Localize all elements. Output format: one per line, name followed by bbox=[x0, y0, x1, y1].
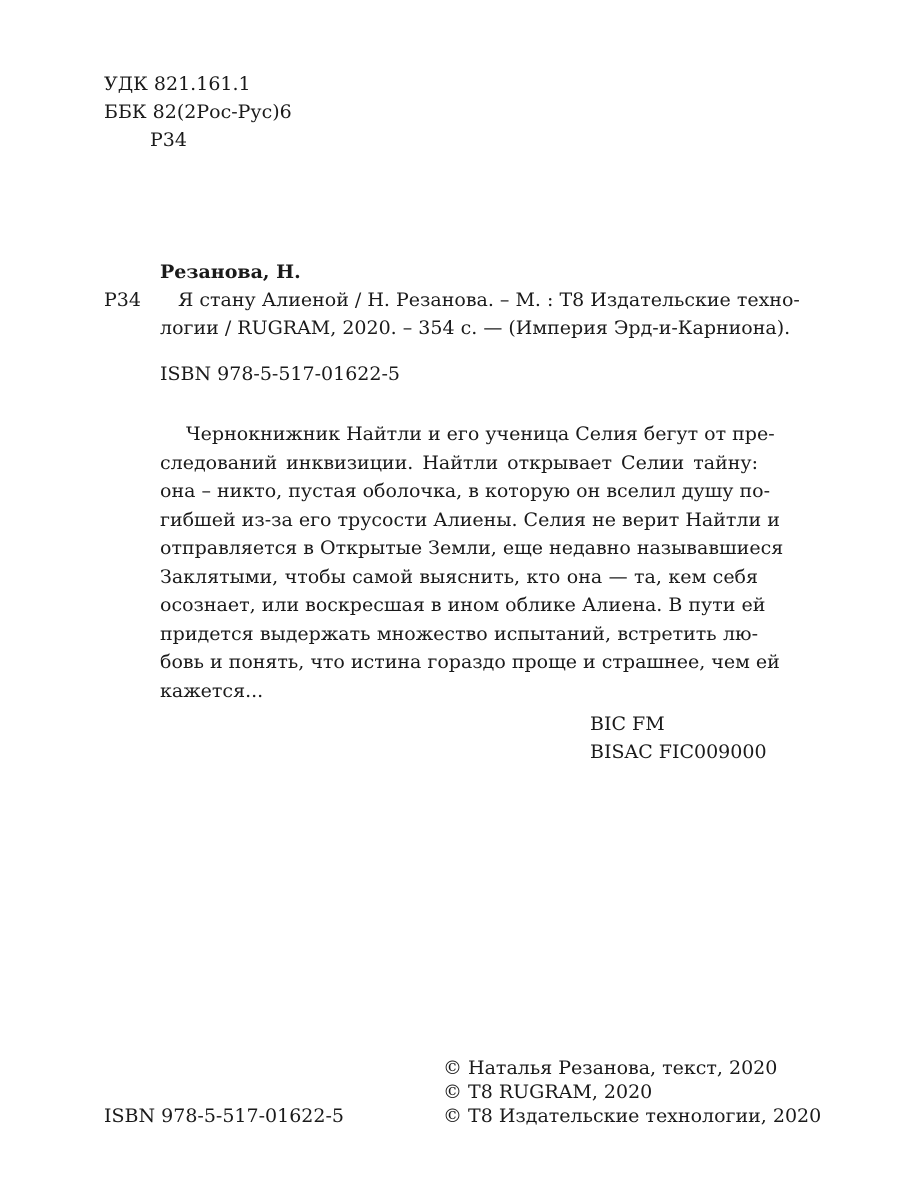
annotation-line: следований инквизиции. Найтли открывает Селии тайну: bbox=[160, 451, 758, 474]
annotation-line: бовь и понять, что истина гораздо проще и страшнее, чем ей bbox=[160, 651, 780, 673]
udk-code: УДК 821.161.1 bbox=[104, 73, 251, 95]
bic-code: BIC FM bbox=[590, 713, 665, 735]
annotation-line: кажется... bbox=[160, 679, 264, 702]
copyright-line: © Наталья Резанова, текст, 2020 bbox=[443, 1057, 778, 1079]
bisac-code: BISAC FIC009000 bbox=[590, 741, 767, 763]
biblio-line: логии / RUGRAM, 2020. – 354 с. — (Империя Эрд-и-Карниона). bbox=[160, 317, 791, 339]
annotation-line: Заклятыми, чтобы самой выяснить, кто она — та, кем себя bbox=[160, 565, 758, 588]
author-mark: Р34 bbox=[150, 129, 187, 151]
bbk-code: ББК 82(2Рос-Рус)6 bbox=[104, 101, 292, 123]
isbn: ISBN 978-5-517-01622-5 bbox=[160, 363, 400, 385]
annotation-line: гибшей из-за его трусости Алиены. Селия не верит Найтли и bbox=[160, 508, 780, 531]
biblio-line: Я стану Алиеной / Н. Резанова. – М. : Т8 Издательские техно- bbox=[178, 289, 800, 311]
annotation-line: она – никто, пустая оболочка, в которую он вселил душу по- bbox=[160, 480, 771, 502]
copyright-line: © Т8 Издательские технологии, 2020 bbox=[443, 1105, 822, 1127]
annotation-line: осознает, или воскресшая в ином облике Алиена. В пути ей bbox=[160, 594, 766, 616]
bibliographic-description bbox=[160, 286, 800, 342]
annotation-line: придется выдержать множество испытаний, встретить лю- bbox=[160, 622, 758, 645]
annotation-line: отправляется в Открытые Земли, еще недавно называвшиеся bbox=[160, 537, 784, 559]
copyright-line: © Т8 RUGRAM, 2020 bbox=[443, 1081, 653, 1103]
author-heading: Резанова, Н. bbox=[160, 261, 301, 283]
footer-isbn: ISBN 978-5-517-01622-5 bbox=[104, 1105, 344, 1127]
annotation bbox=[160, 420, 784, 705]
author-mark-side: Р34 bbox=[104, 289, 141, 311]
annotation-line: Чернокнижник Найтли и его ученица Селия бегут от пре- bbox=[186, 423, 775, 445]
